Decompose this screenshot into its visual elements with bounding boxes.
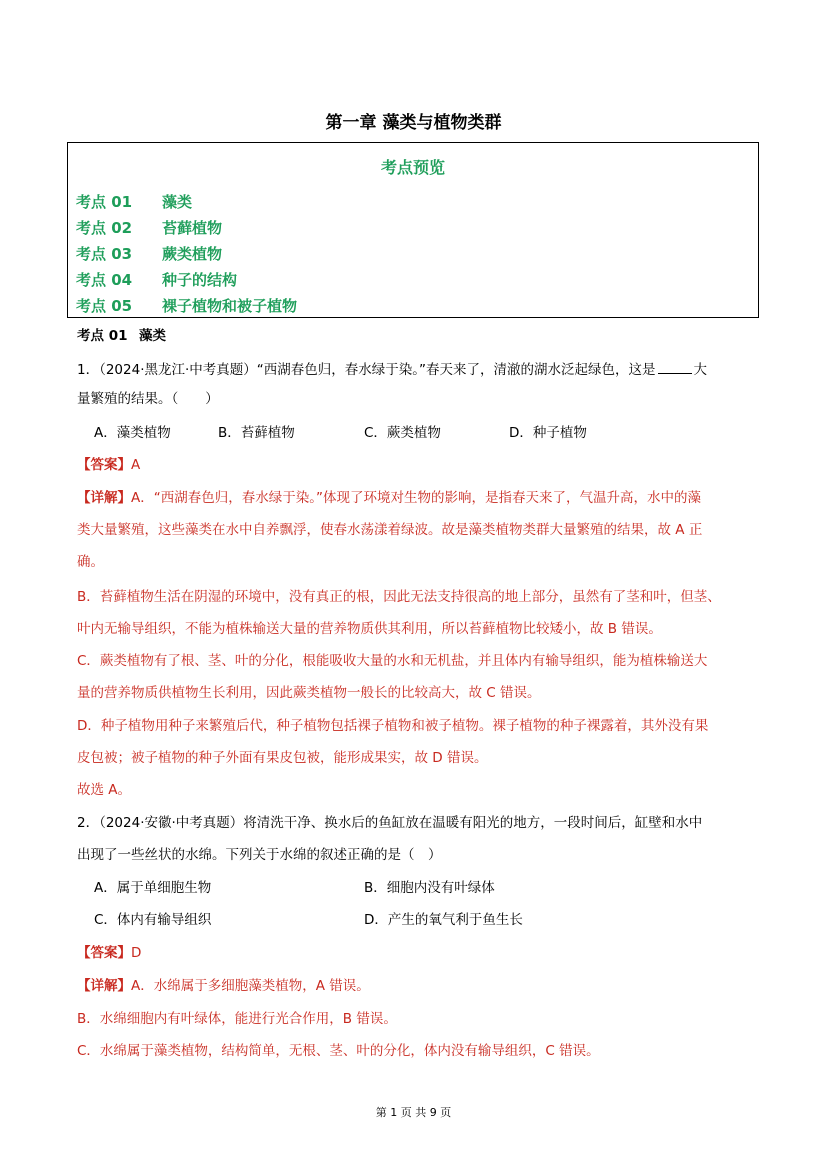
q1-detail-line: 量的营养物质供植物生长利用，因此蕨类植物一般长的比较高大，故 C 错误。	[77, 685, 541, 701]
preview-item-num: 考点 04	[76, 271, 133, 289]
q2-answer	[77, 943, 141, 963]
preview-item-name: 种子的结构	[162, 271, 238, 289]
q1-detail-line: 叶内无输导组织，不能为植株输送大量的营养物质供其利用，所以苔藓植物比较矮小，故 B 错误。	[77, 621, 662, 637]
q1-option-d: D．种子植物	[509, 425, 587, 441]
preview-item-num: 考点 03	[76, 245, 133, 263]
answer-label: 【答案】	[77, 945, 131, 961]
q1-option-c: C．蕨类植物	[364, 425, 441, 441]
section-num: 考点 01	[77, 328, 128, 344]
answer-value: A	[131, 457, 141, 473]
preview-item[interactable]	[76, 267, 297, 293]
q1-answer-blank	[658, 359, 692, 374]
q1-stem-text: 1．（2024·黑龙江·中考真题）“西湖春色归，春水绿于染。”春天来了，清澈的湖水泛起绿色，这是	[77, 362, 656, 378]
q2-stem-line1: 2．（2024·安徽·中考真题）将清洗干净、换水后的鱼缸放在温暖有阳光的地方，一段时间后，缸壁和水中	[77, 815, 703, 831]
q1-detail-line: 类大量繁殖，这些藻类在水中自养飘浮，使春水荡漾着绿波。故是藻类植物类群大量繁殖的结果，故 A 正	[77, 522, 703, 538]
q2-option-b: B．细胞内没有叶绿体	[364, 880, 495, 896]
section-name: 藻类	[139, 328, 166, 344]
q2-option-a: A．属于单细胞生物	[94, 880, 212, 896]
q1-stem-line2: 量繁殖的结果。（ ）	[77, 391, 219, 407]
q1-option-b: B．苔藓植物	[218, 425, 295, 441]
q1-detail-line: 故选 A。	[77, 782, 132, 798]
detail-label: 【详解】	[77, 490, 131, 506]
preview-item-name: 蕨类植物	[162, 245, 223, 263]
q2-detail-line: C．水绵属于藻类植物，结构简单，无根、茎、叶的分化，体内没有输导组织，C 错误。	[77, 1043, 600, 1059]
q2-detail-line	[77, 976, 370, 996]
q1-stem-text-end: 大	[693, 362, 708, 378]
q1-detail-line: 皮包被；被子植物的种子外面有果皮包被，能形成果实，故 D 错误。	[77, 750, 488, 766]
preview-list	[76, 189, 297, 319]
preview-item[interactable]	[76, 241, 297, 267]
preview-item-name: 裸子植物和被子植物	[162, 297, 298, 315]
preview-item-num: 考点 01	[76, 193, 133, 211]
page-footer: 第 1 页 共 9 页	[375, 1106, 452, 1119]
q1-detail-line: D．种子植物用种子来繁殖后代，种子植物包括裸子植物和被子植物。裸子植物的种子裸露着，其外没有果	[77, 718, 709, 734]
q1-stem-line1	[77, 359, 707, 380]
q2-option-d: D．产生的氧气利于鱼生长	[364, 912, 523, 928]
preview-item-name: 苔藓植物	[162, 219, 223, 237]
detail-text: A．“西湖春色归，春水绿于染。”体现了环境对生物的影响，是指春天来了，气温升高，水中的藻	[131, 490, 701, 506]
preview-heading: 考点预览	[380, 158, 445, 177]
q2-option-c: C．体内有输导组织	[94, 912, 212, 928]
detail-label: 【详解】	[77, 978, 131, 994]
q1-answer	[77, 455, 140, 475]
preview-item[interactable]	[76, 293, 297, 319]
answer-label: 【答案】	[77, 457, 131, 473]
preview-item-num: 考点 05	[76, 297, 133, 315]
preview-item-name: 藻类	[162, 193, 193, 211]
q1-option-a: A．藻类植物	[94, 425, 171, 441]
preview-box	[67, 142, 759, 318]
q2-stem-line2: 出现了一些丝状的水绵。下列关于水绵的叙述正确的是（ ）	[77, 847, 442, 863]
chapter-title: 第一章 藻类与植物类群	[325, 113, 502, 133]
detail-text: A．水绵属于多细胞藻类植物，A 错误。	[131, 978, 370, 994]
preview-item[interactable]	[76, 189, 297, 215]
q1-detail-line: C．蕨类植物有了根、茎、叶的分化，根能吸收大量的水和无机盐，并且体内有输导组织，能为植株输送大	[77, 653, 708, 669]
q1-detail-line: 确。	[77, 554, 104, 570]
q2-detail-line: B．水绵细胞内有叶绿体，能进行光合作用，B 错误。	[77, 1011, 397, 1027]
preview-item[interactable]	[76, 215, 297, 241]
q1-detail-line	[77, 488, 701, 508]
q1-detail-line: B．苔藓植物生活在阴湿的环境中，没有真正的根，因此无法支持很高的地上部分，虽然有了茎和叶，但茎、	[77, 589, 721, 605]
section-heading	[77, 324, 166, 344]
answer-value: D	[131, 945, 142, 961]
preview-item-num: 考点 02	[76, 219, 133, 237]
